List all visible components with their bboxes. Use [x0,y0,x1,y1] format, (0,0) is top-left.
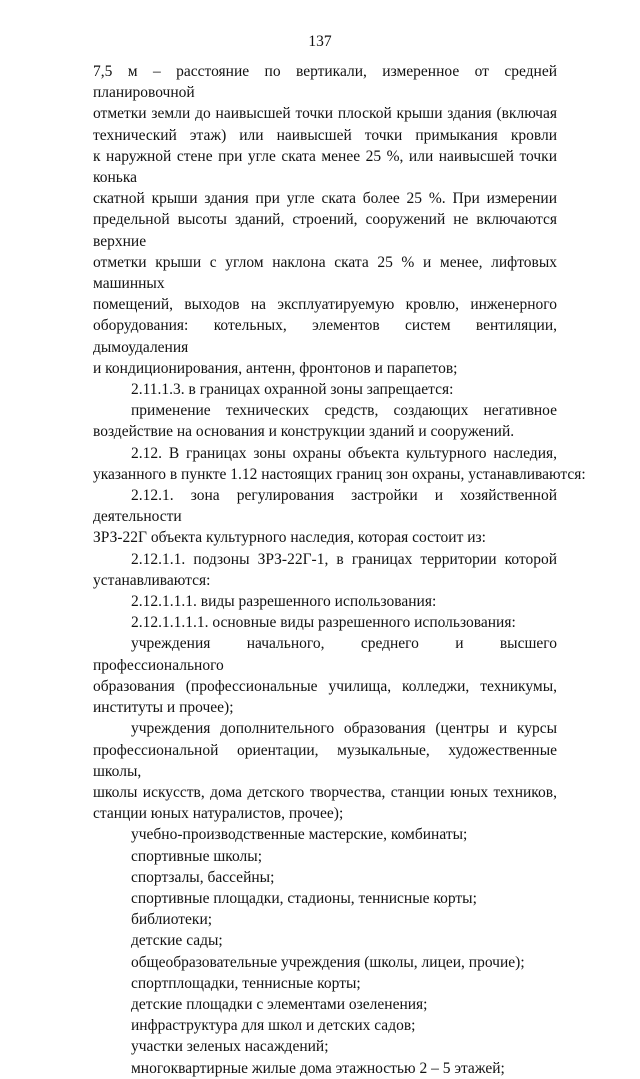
list-item [93,1015,557,1036]
list-item [93,867,557,888]
list-item [93,930,557,951]
paragraph-2-12-1-1-1 [93,591,557,612]
list-item [93,994,557,1015]
text-line: детские сады; [131,932,223,950]
list-item [93,952,557,973]
paragraph-2-12-1-1 [93,549,557,570]
text-line: устанавливаются: [93,571,211,589]
text-line: к наружной стене при угле ската менее 25 %, или наивысшей точки конька [93,147,557,187]
text-line: многоквартирные жилые дома этажностью 2 – 5 этажей; [131,1059,505,1077]
text-line: учреждения дополнительного образования (центры и курсы [131,720,557,738]
text-line: спортзалы, бассейны; [131,868,275,886]
document-body [93,61,586,1079]
list-item [93,846,557,867]
list-item [93,909,557,930]
list-item [93,824,557,845]
text-line: помещений, выходов на эксплуатируемую кровлю, инженерного [93,296,557,314]
list-item [93,1058,557,1079]
list-item [93,888,557,909]
paragraph-2-11-1-3 [93,379,557,400]
text-line: общеобразовательные учреждения (школы, лицеи, прочие); [131,953,525,971]
text-line: применение технических средств, создающих негативное [131,402,557,420]
text-line: образования (профессиональные училища, колледжи, техникумы, [93,677,557,695]
text-line: указанного в пункте 1.12 настоящих границ зон охраны, устанавливаются: [93,465,586,483]
list-item-education [93,633,557,675]
paragraph-2-12-1-1-1-1 [93,612,557,633]
paragraph-2-12-1-cont [93,527,557,548]
list-item-additional-education [93,718,557,739]
text-line: институты и прочее); [93,699,234,717]
text-line: 2.12.1.1.1.1. основные виды разрешенного использования: [131,614,516,632]
paragraph-2-12-1 [93,485,557,527]
page-number: 137 [308,33,332,50]
text-line: спортивные школы; [131,847,263,865]
text-line: 2.12.1. зона регулирования застройки и хозяйственной деятельности [93,487,557,526]
text-line: библиотеки; [131,911,213,929]
text-line: 2.12.1.1. подзоны ЗРЗ-22Г-1, в границах территории которой [131,550,557,568]
text-line: учреждения начального, среднего и высшего профессионального [93,635,557,674]
paragraph-2-12-1-1-cont [93,570,557,591]
text-line: 2.11.1.3. в границах охранной зоны запрещается: [131,381,454,399]
text-line: спортплощадки, теннисные корты; [131,974,361,992]
list-item [93,973,557,994]
text-line: предельной высоты зданий, строений, сооружений не включаются верхние [93,211,557,250]
text-line: спортивные площадки, стадионы, теннисные корты; [131,889,477,907]
paragraph-height-definition [93,61,557,379]
paragraph-2-12 [93,443,557,464]
list-item-education-cont [93,676,557,718]
text-line: ЗРЗ-22Г объекта культурного наследия, которая состоит из: [93,529,486,547]
text-line: технический этаж) или наивысшей точки примыкания кровли [93,126,557,144]
text-line: оборудования: котельных, элементов систем вентиляции, дымоудаления [93,317,557,356]
text-line: скатной крыши здания при угле ската более 25 %. При измерении [93,190,557,208]
paragraph-prohibition-item [93,400,557,421]
list-item-additional-education-cont [93,740,557,825]
list-item [93,1036,557,1057]
text-line: 7,5 м – расстояние по вертикали, измеренное от средней планировочной [93,63,557,102]
text-line: 2.12.1.1.1. виды разрешенного использования: [131,593,437,611]
text-line: отметки земли до наивысшей точки плоской крыши здания (включая [93,105,557,123]
text-line: участки зеленых насаждений; [131,1038,329,1056]
text-line: учебно-производственные мастерские, комбинаты; [131,826,468,844]
paragraph-prohibition-item-cont [93,421,557,442]
text-line: школы искусств, дома детского творчества, станции юных техников, [93,783,557,801]
text-line: станции юных натуралистов, прочее); [93,805,344,823]
text-line: детские площадки с элементами озеленения; [131,995,428,1013]
text-line: 2.12. В границах зоны охраны объекта культурного наследия, [131,444,557,462]
text-line: инфраструктура для школ и детских садов; [131,1017,416,1035]
text-line: воздействие на основания и конструкции зданий и сооружений. [93,423,515,441]
text-line: профессиональной ориентации, музыкальные, художественные школы, [93,741,557,780]
text-line: и кондиционирования, антенн, фронтонов и парапетов; [93,359,458,377]
paragraph-2-12-cont [93,464,586,485]
text-line: отметки крыши с углом наклона ската 25 % и менее, лифтовых машинных [93,253,557,293]
